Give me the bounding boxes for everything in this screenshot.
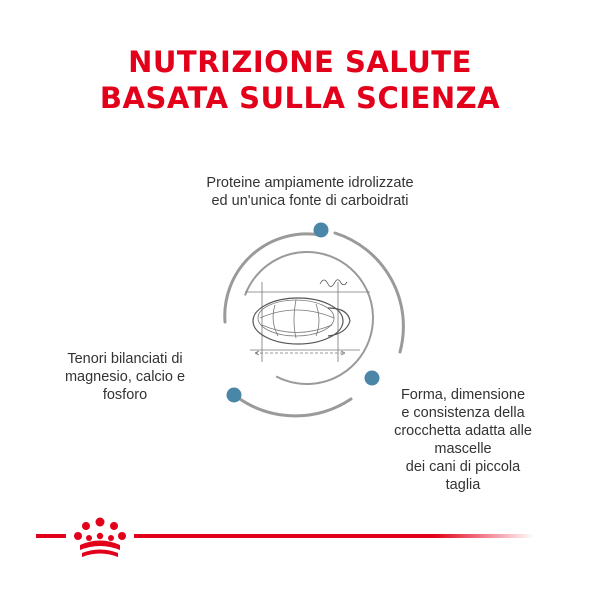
- caption-line: crocchetta adatta alle: [394, 423, 532, 439]
- caption-line: taglia: [445, 477, 481, 493]
- kibble-sketch-icon: [245, 280, 370, 362]
- dot-left: [227, 388, 242, 403]
- dot-right: [365, 371, 380, 386]
- ring-arc-gray: [225, 234, 320, 322]
- title-line-1: NUTRIZIONE SALUTE: [128, 45, 472, 79]
- caption-line: Tenori bilanciati di: [67, 351, 183, 367]
- brand-line-right: [134, 534, 534, 538]
- footer-brand-line: [0, 512, 600, 562]
- outer-ring: [225, 233, 404, 416]
- caption-line: Forma, dimensione: [400, 387, 526, 403]
- caption-proteins: [150, 174, 470, 210]
- caption-line: Proteine ampiamente idrolizzate: [206, 175, 414, 191]
- title-line-2: BASATA SULLA SCIENZA: [99, 81, 501, 115]
- caption-line: dei cani di piccola: [405, 459, 521, 475]
- ring-arc-gray: [335, 233, 403, 352]
- caption-line: magnesio, calcio e: [64, 369, 186, 385]
- royal-canin-crown-icon: [74, 518, 126, 558]
- caption-line: fosforo: [102, 387, 148, 403]
- caption-line: mascelle: [434, 441, 492, 457]
- ring-arc-gray: [237, 397, 351, 416]
- kibble-diagram: [200, 212, 410, 422]
- caption-line: ed un'unica fonte di carboidrati: [211, 193, 409, 209]
- brand-line-left: [36, 534, 66, 538]
- caption-line: e consistenza della: [401, 405, 525, 421]
- dot-top: [314, 223, 329, 238]
- page-title: [0, 44, 600, 116]
- caption-minerals: [40, 350, 210, 404]
